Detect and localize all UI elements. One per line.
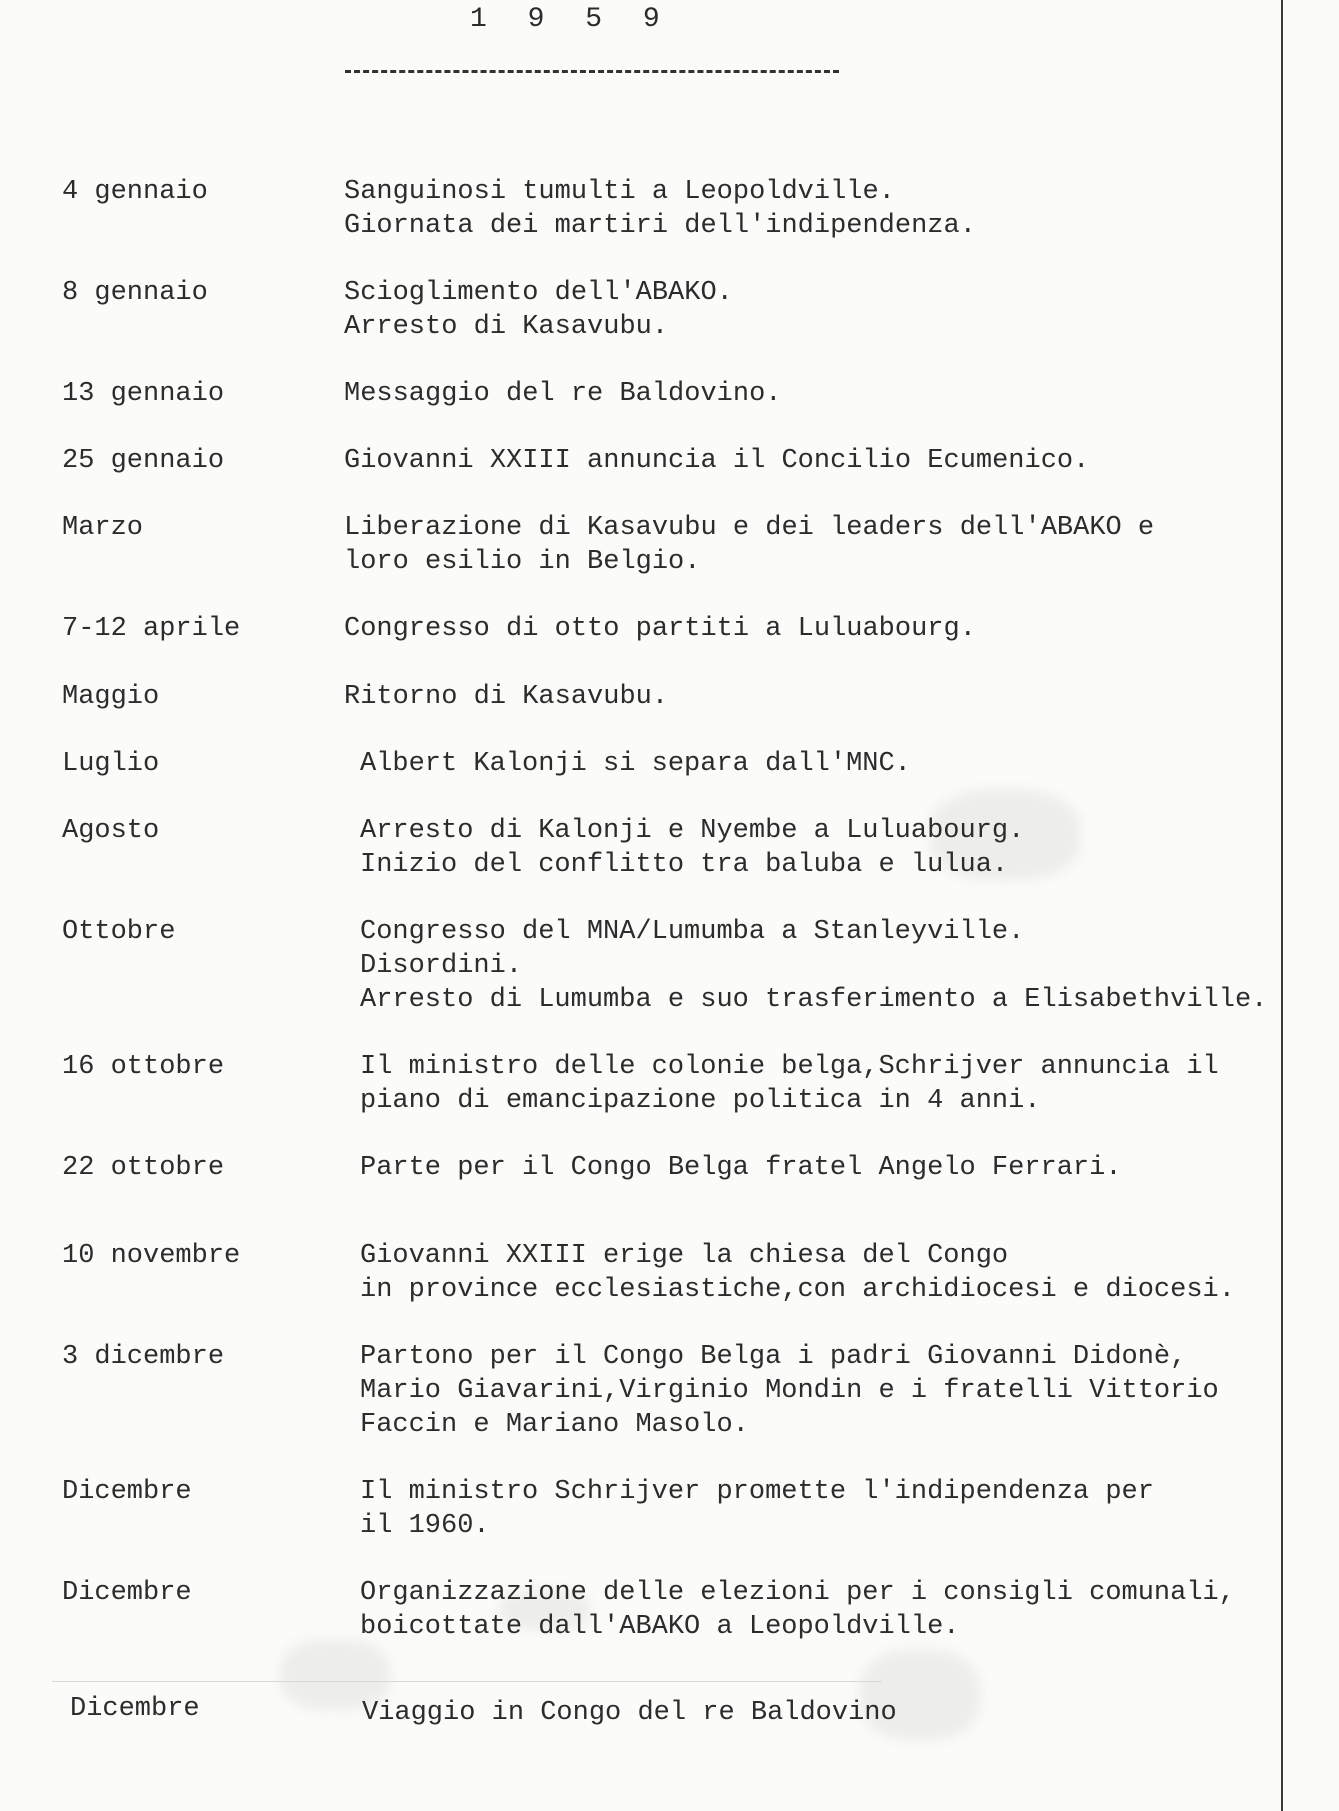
description-line: Il ministro delle colonie belga,Schrijver annuncia il: [360, 1052, 1219, 1082]
description-line: Ritorno di Kasavubu.: [344, 682, 669, 712]
entry-description: [362, 1696, 897, 1730]
entry-date: Ottobre: [62, 917, 176, 947]
description-line: Disordini.: [360, 951, 523, 981]
description-line: loro esilio in Belgio.: [344, 547, 701, 577]
entry-description: [360, 1050, 1219, 1118]
entry-description: [360, 814, 1024, 882]
description-line: Congresso del MNA/Lumumba a Stanleyville.: [360, 917, 1025, 947]
description-line: Organizzazione delle elezioni per i consigli comunali,: [360, 1578, 1235, 1608]
description-line: Liberazione di Kasavubu e dei leaders dell'ABAKO e: [344, 513, 1155, 543]
entry-description: [344, 276, 733, 344]
entry-date: Dicembre: [62, 1477, 192, 1507]
description-line: boicottate dall'ABAKO a Leopoldville.: [360, 1612, 960, 1642]
title-underline: [345, 70, 839, 73]
entry-date: 10 novembre: [62, 1241, 241, 1271]
description-line: Messaggio del re Baldovino.: [344, 379, 782, 409]
description-line: Sanguinosi tumulti a Leopoldville.: [344, 177, 895, 207]
description-line: Partono per il Congo Belga i padri Giovanni Didonè,: [360, 1342, 1187, 1372]
description-line: il 1960.: [360, 1511, 490, 1541]
entry-date: 4 gennaio: [62, 177, 208, 207]
entry-date: Dicembre: [70, 1694, 200, 1724]
description-line: Scioglimento dell'ABAKO.: [344, 278, 733, 308]
entry-description: [344, 444, 1089, 478]
entry-date: 13 gennaio: [62, 379, 225, 409]
description-line: Arresto di Lumumba e suo trasferimento a Elisabethville.: [360, 985, 1268, 1015]
description-line: Mario Giavarini,Virginio Mondin e i fratelli Vittorio: [360, 1376, 1219, 1406]
description-line: Faccin e Mariano Masolo.: [360, 1410, 749, 1440]
entry-description: [360, 1576, 1235, 1644]
entry-date: Maggio: [62, 682, 160, 712]
description-line: Il ministro Schrijver promette l'indipendenza per: [360, 1477, 1154, 1507]
entry-date: Dicembre: [62, 1578, 192, 1608]
description-line: Parte per il Congo Belga fratel Angelo Ferrari.: [360, 1153, 1122, 1183]
entry-description: [360, 915, 1267, 1017]
entry-date: Marzo: [62, 513, 144, 543]
page-title: 1 9 5 9: [470, 4, 672, 35]
entry-description: [344, 680, 668, 714]
entry-description: [344, 175, 976, 243]
entry-description: [360, 1239, 1235, 1307]
entry-description: [344, 377, 781, 411]
entry-date: 25 gennaio: [62, 446, 225, 476]
entry-description: [360, 747, 911, 781]
entry-date: Agosto: [62, 816, 160, 846]
entry-description: [344, 511, 1154, 579]
description-line: Giornata dei martiri dell'indipendenza.: [344, 211, 976, 241]
entry-date: 22 ottobre: [62, 1153, 225, 1183]
description-line: Albert Kalonji si separa dall'MNC.: [360, 749, 911, 779]
entry-description: [360, 1475, 1154, 1543]
description-line: Arresto di Kalonji e Nyembe a Luluabourg.: [360, 816, 1025, 846]
description-line: Giovanni XXIII erige la chiesa del Congo: [360, 1241, 1009, 1271]
page-edge-line: [1281, 0, 1283, 1811]
entry-date: 16 ottobre: [62, 1052, 225, 1082]
description-line: in province ecclesiastiche,con archidiocesi e diocesi.: [360, 1275, 1235, 1305]
entry-description: [360, 1151, 1122, 1185]
description-line: Inizio del conflitto tra baluba e lulua.: [360, 850, 1009, 880]
description-line: Arresto di Kasavubu.: [344, 312, 669, 342]
description-line: Viaggio in Congo del re Baldovino: [362, 1698, 897, 1728]
entry-date: Luglio: [62, 749, 160, 779]
entry-description: [360, 1340, 1219, 1442]
faint-rule: [52, 1681, 882, 1682]
entry-date: 7-12 aprile: [62, 614, 241, 644]
description-line: Giovanni XXIII annuncia il Concilio Ecumenico.: [344, 446, 1090, 476]
entry-description: [344, 612, 976, 646]
description-line: piano di emancipazione politica in 4 anni.: [360, 1086, 1041, 1116]
entry-date: 8 gennaio: [62, 278, 208, 308]
description-line: Congresso di otto partiti a Luluabourg.: [344, 614, 976, 644]
entry-date: 3 dicembre: [62, 1342, 225, 1372]
